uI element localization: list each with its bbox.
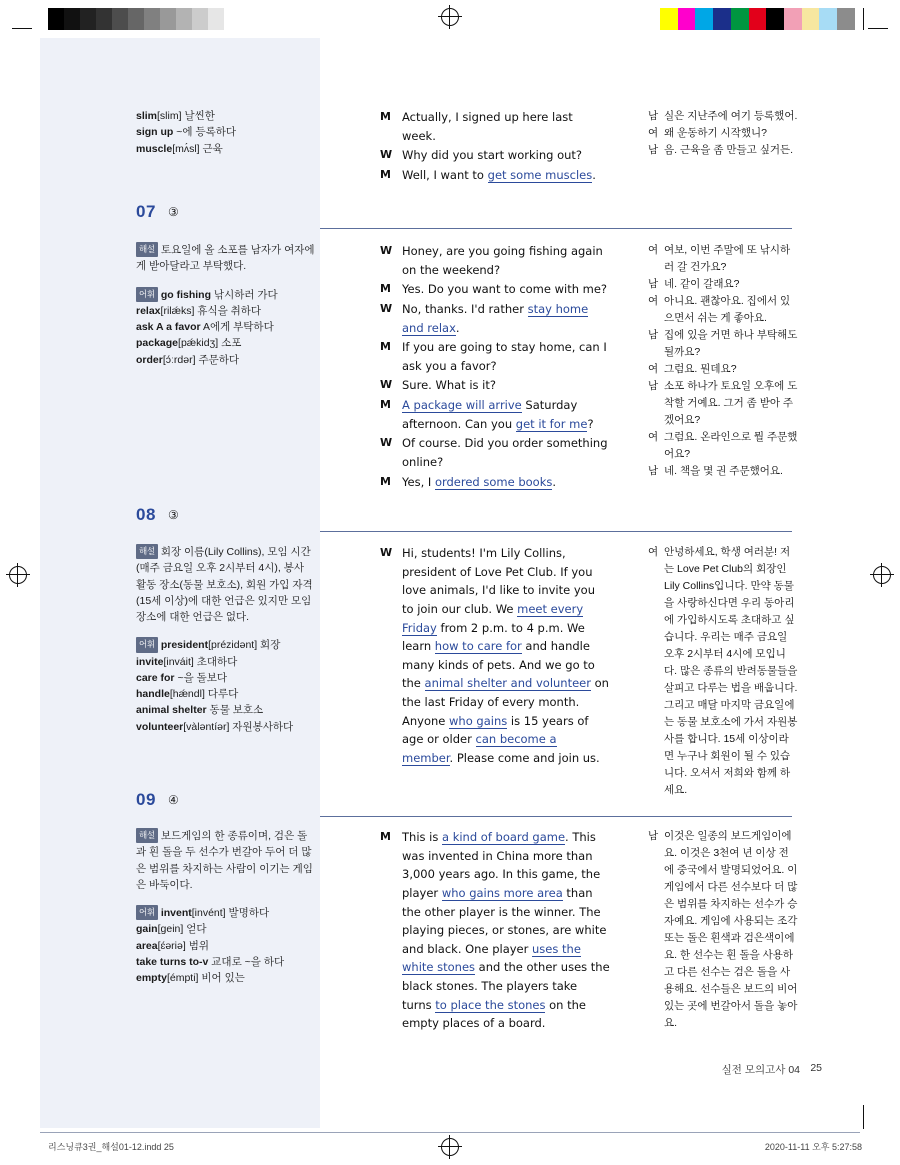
footer-divider [40, 1132, 860, 1133]
speaker-label: M [380, 340, 391, 354]
explanation-08 [136, 544, 316, 735]
page-number: 25 [810, 1062, 822, 1074]
translation-line [648, 429, 798, 463]
translation-line [648, 108, 798, 125]
color-swatch [819, 8, 837, 30]
script-text: No, thanks. I'd rather stay home and relax. [402, 301, 589, 335]
translation-07 [648, 242, 798, 480]
speaker-label: M [380, 830, 391, 843]
script-line [380, 544, 610, 768]
script-text: Sure. What is it? [402, 378, 496, 393]
speaker-label: M [380, 474, 391, 488]
script-line [380, 376, 610, 395]
script-line [380, 828, 610, 1033]
vocab-entry: empty[émpti] 비어 있는 [136, 972, 245, 985]
speaker-label: 여 [648, 127, 659, 139]
vocab-entry: handle[hǽndl] 다루다 [136, 688, 239, 701]
vocab-entry: 어휘 president[prézidənt] 회장 [136, 637, 316, 653]
color-swatch [837, 8, 855, 30]
vocabulary-list-09 [136, 905, 316, 986]
speaker-label: M [380, 167, 391, 181]
translation-09 [648, 828, 798, 1032]
footer-timestamp: 2020-11-11 오후 5:27:58 [764, 1142, 862, 1152]
registration-mark-bottom [441, 1138, 459, 1156]
translation-text: 소포 하나가 토요일 오후에 도착할 거예요. 그거 좀 받아 주겠어요? [664, 380, 798, 426]
translation-text: 그럼요. 온라인으로 뭘 주문했어요? [664, 431, 798, 460]
script-line [380, 300, 610, 337]
script-line [380, 146, 610, 165]
listening-script-07 [380, 242, 610, 492]
translation-text: 음. 근육을 좀 만들고 싶거든. [664, 144, 794, 156]
speaker-label: W [380, 546, 393, 559]
vocab-entry: sign up ~에 등록하다 [136, 126, 237, 139]
vocab-entry: invite[inváit] 초대하다 [136, 655, 238, 668]
translation-line [648, 463, 798, 480]
grayscale-swatch [224, 8, 240, 30]
listening-script-06 [380, 108, 610, 186]
vocab-entry: relax[rilǽks] 휴식을 취하다 [136, 304, 262, 317]
page-content [40, 38, 800, 1128]
color-swatch [660, 8, 678, 30]
grayscale-swatch [80, 8, 96, 30]
vocabulary-list-07 [136, 287, 316, 368]
question-answer-09: ④ [168, 793, 179, 807]
translation-text: 이것은 일종의 보드게임이에요. 이것은 3천여 년 이상 전에 중국에서 발명되었어요. 이 게임에서 다른 선수보다 더 많은 범위를 차지하는 선수가 승자예요. 게임에 사용되는 조각 또는 돌은 흰색과 검은색이에요. 한 선수는 흰 돌을 사용하고 다른 선수는 검은 돌을 사용해요. 선수들은 보드의 비어 있는 곳에 번갈아서 돌을 놓아요. [664, 830, 798, 1029]
speaker-label: 남 [648, 278, 659, 290]
translation-line [648, 327, 798, 361]
grayscale-swatch [144, 8, 160, 30]
speaker-label: 남 [648, 329, 659, 341]
translation-line [648, 378, 798, 429]
explanation-text: 해설 토요일에 올 소포를 남자가 여자에게 받아달라고 부탁했다. [136, 244, 315, 273]
translation-line [648, 125, 798, 142]
script-line [380, 434, 610, 471]
script-line [380, 280, 610, 299]
footer-book-title: 실전 모의고사 04 [721, 1064, 800, 1076]
translation-text: 그럼요. 뭔데요? [664, 363, 737, 375]
script-text: Honey, are you going fishing again on the weekend? [402, 244, 603, 277]
grayscale-swatch [176, 8, 192, 30]
translation-text: 여보, 이번 주말에 또 낚시하러 갈 건가요? [664, 244, 791, 273]
vocab-entry: 어휘 invent[invént] 발명하다 [136, 905, 316, 921]
color-swatch [695, 8, 713, 30]
vocab-entry: slim[slim] 날씬한 [136, 110, 215, 122]
speaker-label: 남 [648, 465, 659, 477]
label-tag-어휘: 어휘 [136, 637, 158, 652]
question-number-07: 07 [136, 202, 156, 221]
script-line [380, 396, 610, 433]
color-swatch [678, 8, 696, 30]
grayscale-swatch [112, 8, 128, 30]
question-answer-08: ③ [168, 508, 179, 522]
translation-text: 안녕하세요, 학생 여러분! 저는 Love Pet Club의 회장인 Lily Collins입니다. 만약 동물을 사랑하신다면 우리 동아리에 가입하시도록 초대하고 싶습니다. 우리는 매주 금요일 오후 2시부터 4시에 모입니다. 많은 종류의 반려동물들을 살피고 다루는 법을 배웁니다. 그리고 매달 마지막 금요일에는 동물 보호소에 가서 자원봉사를 합니다. 15세 이상이라면 누구나 회원이 될 수 있습니다. 오셔서 저희와 함께 하세요. [664, 546, 798, 796]
vocab-entry: package[pǽkidʒ] 소포 [136, 337, 242, 350]
label-tag-해설: 해설 [136, 828, 158, 843]
speaker-label: 여 [648, 295, 659, 307]
vocab-entry: muscle[mʌ́sl] 근육 [136, 142, 223, 155]
crop-tick [12, 28, 32, 29]
color-swatch [749, 8, 767, 30]
translation-line [648, 828, 798, 1032]
vocab-entry: animal shelter 동물 보호소 [136, 704, 264, 717]
vocab-entry: ask A a favor A에게 부탁하다 [136, 321, 274, 334]
speaker-label: 남 [648, 110, 659, 122]
vocab-entry: take turns to-v 교대로 ~을 하다 [136, 955, 285, 968]
grayscale-swatch [128, 8, 144, 30]
speaker-label: 여 [648, 244, 659, 256]
registration-mark-left [9, 566, 27, 584]
script-line [380, 473, 610, 492]
explanation-text: 해설 보드게임의 한 종류이며, 검은 돌과 흰 돌을 두 선수가 번갈아 두어 더 많은 범위를 차지하는 사람이 이기는 게임은 바둑이다. [136, 830, 313, 891]
script-text: Of course. Did you order something online? [402, 436, 608, 469]
vocab-entry: order[ɔ́ːrdər] 주문하다 [136, 353, 240, 366]
speaker-label: W [380, 378, 393, 392]
translation-line [648, 276, 798, 293]
section-divider [320, 228, 792, 229]
question-number-08: 08 [136, 505, 156, 524]
grayscale-swatch [208, 8, 224, 30]
grayscale-calibration-bar [48, 8, 240, 30]
grayscale-swatch [192, 8, 208, 30]
question-answer-07: ③ [168, 205, 179, 219]
color-swatch [713, 8, 731, 30]
speaker-label: W [380, 148, 393, 162]
grayscale-swatch [64, 8, 80, 30]
color-swatch [766, 8, 784, 30]
speaker-label: W [380, 244, 393, 257]
question-number-09: 09 [136, 790, 156, 809]
script-text: Yes. Do you want to come with me? [402, 282, 608, 297]
translation-text: 네. 책을 몇 권 주문했어요. [664, 465, 783, 477]
color-swatch [784, 8, 802, 30]
registration-mark-right [873, 566, 891, 584]
translation-line [648, 242, 798, 276]
vocab-entry: volunteer[vàləntíər] 자원봉사하다 [136, 720, 294, 733]
vocab-entry: gain[gein] 얻다 [136, 923, 207, 936]
section-divider [320, 816, 792, 817]
vocab-entry: 어휘 go fishing 낚시하러 가다 [136, 287, 316, 303]
speaker-label: M [380, 398, 391, 411]
explanation-text: 해설 회장 이름(Lily Collins), 모임 시간(매주 금요일 오후 2시부터 4시), 봉사 활동 장소(동물 보호소), 회원 가입 자격(15세 이상)에 대한 언급은 있지만 모임 장소에 대한 언급은 없다. [136, 546, 313, 624]
grayscale-swatch [160, 8, 176, 30]
translation-line [648, 142, 798, 159]
script-line [380, 166, 610, 185]
translation-line [648, 361, 798, 378]
speaker-label: M [380, 110, 391, 123]
script-line [380, 338, 610, 375]
label-tag-해설: 해설 [136, 544, 158, 559]
grayscale-swatch [48, 8, 64, 30]
label-tag-해설: 해설 [136, 242, 158, 257]
listening-script-08 [380, 544, 610, 769]
script-text: Yes, I ordered some books. [402, 474, 557, 489]
registration-mark-top [441, 8, 459, 26]
translation-text: 실은 지난주에 여기 등록했어. [664, 110, 798, 122]
speaker-label: 여 [648, 431, 659, 443]
speaker-label: 남 [648, 380, 659, 392]
vocabulary-list-08 [136, 637, 316, 735]
speaker-label: 여 [648, 363, 659, 375]
speaker-label: M [380, 282, 391, 296]
explanation-09 [136, 828, 316, 986]
script-text: Why did you start working out? [402, 148, 583, 163]
grayscale-swatch [96, 8, 112, 30]
vocab-entry: area[ɛ́əriə] 범위 [136, 939, 209, 952]
translation-text: 왜 운동하기 시작했니? [664, 127, 767, 139]
translation-line [648, 544, 798, 799]
vocab-entry: care for ~을 돌보다 [136, 671, 228, 684]
speaker-label: 남 [648, 144, 659, 156]
speaker-label: W [380, 436, 393, 450]
speaker-label: 남 [648, 830, 659, 842]
explanation-07 [136, 242, 316, 368]
translation-08 [648, 544, 798, 799]
speaker-label: 여 [648, 546, 659, 558]
translation-text: 네. 같이 갈래요? [664, 278, 740, 290]
label-tag-어휘: 어휘 [136, 287, 158, 302]
crop-tick [863, 1105, 864, 1129]
label-tag-어휘: 어휘 [136, 905, 158, 920]
translation-line [648, 293, 798, 327]
script-line [380, 242, 610, 279]
listening-script-09 [380, 828, 610, 1034]
crop-tick [868, 28, 888, 29]
speaker-label: W [380, 301, 393, 315]
translation-06 [648, 108, 798, 159]
section-divider [320, 531, 792, 532]
script-text: Well, I want to get some muscles. [402, 167, 596, 182]
translation-text: 아니요. 괜찮아요. 집에서 있으면서 쉬는 게 좋아요. [664, 295, 791, 324]
script-text: Actually, I signed up here last week. [402, 110, 573, 143]
color-calibration-bar [660, 8, 855, 30]
script-line [380, 108, 610, 145]
color-swatch [731, 8, 749, 30]
script-text: A package will arrive Saturday afternoon. Can you get it for me? [402, 398, 594, 431]
vocabulary-list-06 [136, 108, 316, 157]
script-text: If you are going to stay home, can I ask you a favor? [402, 340, 607, 373]
crop-tick [863, 8, 864, 30]
translation-text: 집에 있을 거면 하나 부탁해도 될까요? [664, 329, 798, 358]
footer-file-name: 리스닝큐3권_해설01-12.indd 25 [48, 1142, 174, 1152]
script-text: This is a kind of board game. This was invented in China more than 3,000 years ago. In this game, the player who gains more area than the other player is the winner. The playing pieces, or stones, are white and black. One player uses the white stones and the other uses the black stones. The players take turns to place the stones on the empty places of a board. [402, 830, 610, 1031]
color-swatch [802, 8, 820, 30]
script-text: Hi, students! I'm Lily Collins, president of Love Pet Club. If you love animals, I'd like to invite you to join our club. We meet every Friday from 2 p.m. to 4 p.m. We learn how to care for and handle many kinds of pets. And we go to the animal shelter and volunteer on the last Friday of every month. Anyone who gains is 15 years of age or older can become a member. Please come and join us. [402, 546, 609, 765]
